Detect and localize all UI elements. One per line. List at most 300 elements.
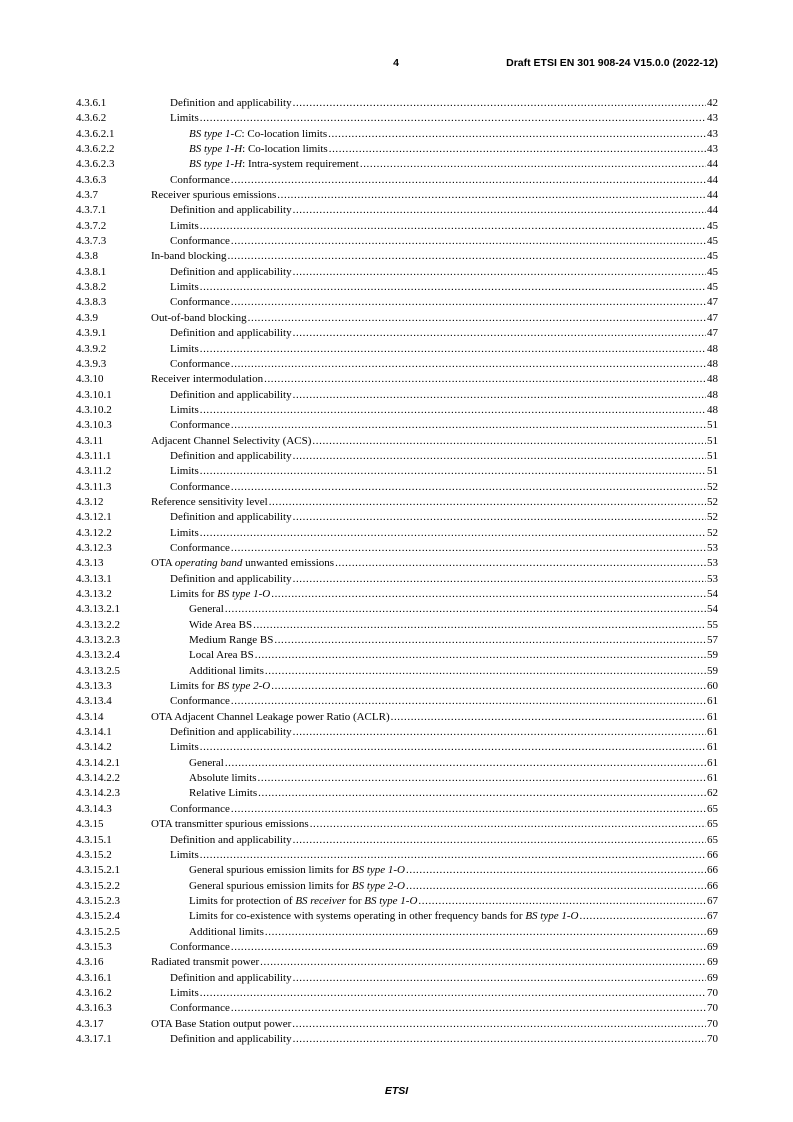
toc-entry-line	[170, 111, 718, 126]
toc-entry-page: 48	[707, 373, 718, 386]
toc-entry-line	[189, 771, 718, 786]
toc-entry-page: 61	[707, 726, 718, 739]
toc-entry[interactable]	[76, 633, 718, 648]
toc-entry-line	[170, 357, 718, 372]
toc-entry-title-part: unwanted emissions	[242, 557, 335, 570]
toc-entry-title-part: General spurious emission limits for	[189, 879, 352, 892]
toc-entry[interactable]	[76, 1032, 718, 1047]
toc-entry-page: 48	[707, 388, 718, 401]
toc-leader-dots	[200, 219, 706, 234]
toc-entry-page: 47	[707, 311, 718, 324]
toc-entry-title	[189, 771, 257, 786]
toc-entry-title	[189, 786, 257, 801]
toc-entry-line	[189, 648, 718, 663]
toc-entry[interactable]	[76, 940, 718, 955]
toc-entry-page: 66	[707, 879, 718, 892]
toc-entry-line	[170, 280, 718, 295]
toc-entry-title	[170, 541, 230, 556]
toc-entry-title	[151, 311, 247, 326]
toc-entry-title-part: Conformance	[170, 480, 230, 493]
toc-entry[interactable]	[76, 372, 718, 387]
toc-entry-number: 4.3.16.2	[76, 986, 112, 999]
toc-entry[interactable]	[76, 219, 718, 234]
toc-entry-title	[189, 664, 264, 679]
toc-entry[interactable]	[76, 802, 718, 817]
toc-entry-title-part: Definition and applicability	[170, 97, 292, 109]
toc-entry-page: 69	[707, 956, 718, 969]
toc-entry-title	[170, 740, 199, 755]
toc-leader-dots	[200, 280, 706, 295]
toc-entry-line	[151, 372, 718, 387]
toc-entry-line	[170, 265, 718, 280]
toc-entry-title-part: Limits	[170, 465, 199, 478]
toc-entry-number: 4.3.6.1	[76, 97, 107, 109]
toc-leader-dots	[200, 526, 706, 541]
toc-entry-title-part: Limits	[170, 741, 199, 754]
toc-entry-number: 4.3.10	[76, 373, 104, 386]
toc-entry[interactable]	[76, 740, 718, 755]
toc-entry-page: 66	[707, 864, 718, 877]
toc-entry-number: 4.3.14.2.1	[76, 756, 120, 769]
toc-entry-line	[170, 587, 718, 602]
toc-entry-number: 4.3.13.2.4	[76, 649, 120, 662]
toc-entry-line	[170, 388, 718, 403]
toc-entry-number: 4.3.17.1	[76, 1032, 112, 1045]
toc-entry-number: 4.3.17	[76, 1017, 104, 1030]
toc-leader-dots	[293, 96, 706, 111]
toc-entry-page: 44	[707, 158, 718, 171]
toc-entry-number: 4.3.13.1	[76, 572, 112, 585]
toc-entry[interactable]	[76, 188, 718, 203]
toc-leader-dots	[335, 556, 706, 571]
toc-leader-dots	[293, 510, 706, 525]
toc-entry[interactable]	[76, 510, 718, 525]
toc-entry-title	[151, 434, 311, 449]
footer-etsi: ETSI	[384, 1085, 409, 1097]
toc-entry-title-italic-part: BS receiver	[295, 894, 346, 907]
toc-entry-title-part: Definition and applicability	[170, 327, 292, 340]
toc-entry[interactable]	[76, 157, 718, 172]
toc-entry-title-part: Limits	[170, 848, 199, 861]
toc-entry-title	[170, 464, 199, 479]
toc-entry-page: 69	[707, 925, 718, 938]
toc-leader-dots	[312, 434, 706, 449]
toc-entry[interactable]	[76, 694, 718, 709]
toc-entry-number: 4.3.13.2.3	[76, 634, 120, 647]
toc-entry-title-part: Limits	[170, 219, 199, 232]
toc-entry-page: 44	[707, 189, 718, 202]
toc-entry-number: 4.3.8.3	[76, 296, 107, 309]
toc-entry-title	[189, 925, 264, 940]
toc-leader-dots	[391, 710, 706, 725]
toc-entry-number: 4.3.10.1	[76, 388, 112, 401]
toc-entry-title-part: Conformance	[170, 541, 230, 554]
toc-entry-title-part: Conformance	[170, 940, 230, 953]
toc-entry[interactable]	[76, 664, 718, 679]
toc-entry-page: 54	[707, 588, 718, 600]
toc-entry-page: 51	[707, 449, 718, 462]
toc-entry-number: 4.3.14.2	[76, 741, 112, 754]
toc-entry-title	[170, 326, 292, 341]
toc-entry[interactable]	[76, 1017, 718, 1032]
toc-entry-title-part: Limits	[170, 986, 199, 999]
toc-entry-title	[170, 265, 292, 280]
toc-entry[interactable]	[76, 587, 718, 602]
toc-leader-dots	[231, 940, 706, 955]
toc-entry-line	[170, 541, 718, 556]
toc-entry-number: 4.3.15	[76, 818, 104, 831]
toc-entry-page: 45	[707, 250, 718, 263]
toc-entry-number: 4.3.6.2.3	[76, 158, 115, 171]
toc-entry[interactable]	[76, 464, 718, 479]
toc-entry-title-part: Additional limits	[189, 664, 264, 677]
toc-leader-dots	[227, 249, 706, 264]
toc-entry[interactable]	[76, 449, 718, 464]
toc-entry-title-part: Definition and applicability	[170, 1032, 292, 1045]
toc-entry[interactable]	[76, 434, 718, 449]
toc-entry-number: 4.3.8.1	[76, 265, 107, 278]
toc-entry-number: 4.3.15.2.1	[76, 864, 120, 877]
toc-leader-dots	[293, 971, 706, 986]
toc-leader-dots	[292, 1017, 706, 1032]
toc-entry[interactable]	[76, 342, 718, 357]
toc-entry-line	[151, 249, 718, 264]
toc-entry[interactable]	[76, 648, 718, 663]
toc-entry-line	[151, 188, 718, 203]
toc-entry[interactable]	[76, 848, 718, 863]
toc-leader-dots	[269, 495, 706, 510]
toc-entry-page: 61	[707, 710, 718, 723]
toc-entry-number: 4.3.7.3	[76, 235, 107, 248]
toc-entry-number: 4.3.13	[76, 557, 104, 570]
toc-entry-title	[189, 863, 405, 878]
toc-leader-dots	[264, 372, 706, 387]
toc-entry-title-part: Local Area BS	[189, 649, 254, 662]
toc-entry-title	[170, 280, 199, 295]
toc-entry-title	[189, 142, 328, 157]
toc-entry-line	[170, 725, 718, 740]
toc-entry[interactable]	[76, 127, 718, 142]
toc-entry[interactable]	[76, 955, 718, 970]
toc-leader-dots	[231, 357, 706, 372]
toc-entry[interactable]	[76, 817, 718, 832]
toc-leader-dots	[231, 173, 706, 188]
toc-entry-line	[189, 618, 718, 633]
toc-entry[interactable]	[76, 756, 718, 771]
toc-entry-line	[170, 418, 718, 433]
toc-entry-title	[170, 480, 230, 495]
toc-entry-title	[170, 971, 292, 986]
toc-entry[interactable]	[76, 526, 718, 541]
toc-entry-title	[170, 295, 230, 310]
toc-entry-number: 4.3.8	[76, 250, 98, 263]
toc-entry-number: 4.3.9.1	[76, 327, 107, 340]
toc-entry-title	[170, 848, 199, 863]
toc-entry-title	[170, 510, 292, 525]
toc-entry[interactable]	[76, 480, 718, 495]
toc-entry-line	[189, 142, 718, 157]
toc-entry-page: 70	[707, 1032, 718, 1045]
toc-entry-title-part: OTA	[151, 557, 175, 570]
toc-entry[interactable]	[76, 602, 718, 617]
toc-entry-line	[189, 602, 718, 617]
toc-entry-page: 44	[707, 173, 718, 186]
toc-entry-number: 4.3.16.3	[76, 1002, 112, 1015]
toc-entry-title-part: Definition and applicability	[170, 511, 292, 524]
toc-entry-title	[170, 403, 199, 418]
toc-entry[interactable]	[76, 388, 718, 403]
toc-entry-line	[189, 664, 718, 679]
toc-leader-dots	[277, 188, 706, 203]
toc-entry-line	[189, 909, 718, 924]
toc-leader-dots	[200, 986, 706, 1001]
toc-entry-page: 44	[707, 204, 718, 217]
toc-entry-title-italic-part: BS type 1-O	[351, 864, 405, 877]
toc-entry[interactable]	[76, 541, 718, 556]
toc-entry-title-italic-part: BS type 1-O	[364, 894, 418, 907]
toc-entry[interactable]	[76, 111, 718, 126]
toc-entry[interactable]	[76, 679, 718, 694]
toc-entry-title-part: Definition and applicability	[170, 726, 292, 739]
toc-entry-page: 61	[707, 756, 718, 769]
toc-entry[interactable]	[76, 1001, 718, 1016]
toc-entry-page: 45	[707, 219, 718, 232]
toc-leader-dots	[271, 679, 706, 694]
toc-entry-title	[151, 955, 259, 970]
toc-entry-title-part: Definition and applicability	[170, 572, 292, 585]
toc-entry[interactable]	[76, 249, 718, 264]
toc-entry-line	[170, 1001, 718, 1016]
toc-entry-line	[170, 848, 718, 863]
toc-leader-dots	[418, 894, 706, 909]
toc-entry-number: 4.3.9.3	[76, 357, 107, 370]
toc-entry-title-part: Limits	[170, 112, 199, 125]
toc-entry-number: 4.3.14.2.2	[76, 772, 120, 785]
toc-leader-dots	[293, 449, 706, 464]
toc-entry[interactable]	[76, 572, 718, 587]
toc-entry-page: 59	[707, 664, 718, 677]
toc-entry-number: 4.3.11	[76, 434, 104, 447]
toc-leader-dots	[231, 1001, 706, 1016]
toc-entry-title	[170, 111, 199, 126]
toc-entry-line	[189, 157, 718, 172]
toc-entry-line	[170, 694, 718, 709]
toc-entry-number: 4.3.12	[76, 495, 104, 508]
toc-entry-title-part: : Intra-system requirement	[242, 158, 359, 171]
toc-entry[interactable]	[76, 833, 718, 848]
toc-entry-page: 52	[707, 511, 718, 524]
toc-entry[interactable]	[76, 142, 718, 157]
toc-entry-title-part: Absolute limits	[189, 772, 257, 785]
toc-entry-number: 4.3.6.3	[76, 173, 107, 186]
toc-entry-page: 53	[707, 541, 718, 554]
toc-entry-title	[189, 602, 224, 617]
toc-entry-title-part: Conformance	[170, 296, 230, 309]
toc-leader-dots	[293, 1032, 706, 1047]
toc-entry-page: 51	[707, 465, 718, 478]
toc-entry-title	[170, 1001, 230, 1016]
toc-entry-page: 61	[707, 695, 718, 708]
toc-entry[interactable]	[76, 96, 718, 111]
toc-entry-page: 69	[707, 971, 718, 984]
toc-entry-title-part: Medium Range BS	[189, 634, 274, 647]
toc-entry-title-part: In-band blocking	[151, 250, 227, 263]
toc-leader-dots	[329, 142, 706, 157]
toc-leader-dots	[231, 541, 706, 556]
toc-entry-title	[170, 986, 199, 1001]
toc-entry-title	[170, 725, 292, 740]
toc-entry-title-italic-part: BS type 1-C	[189, 127, 242, 140]
toc-entry[interactable]	[76, 556, 718, 571]
toc-entry-number: 4.3.15.2.2	[76, 879, 120, 892]
toc-entry[interactable]	[76, 311, 718, 326]
toc-entry-title	[189, 633, 273, 648]
toc-entry-page: 70	[707, 986, 718, 999]
toc-entry-line	[170, 96, 718, 111]
toc-entry-title-part: Conformance	[170, 1002, 230, 1015]
toc-entry[interactable]	[76, 418, 718, 433]
toc-entry-line	[170, 679, 718, 694]
toc-entry-title-part: Wide Area BS	[189, 618, 253, 631]
toc-entry-line	[170, 1032, 718, 1047]
toc-leader-dots	[231, 694, 706, 709]
toc-entry-number: 4.3.11.2	[76, 465, 112, 478]
toc-entry-title	[170, 234, 230, 249]
toc-entry-title-part: for	[345, 894, 365, 907]
toc-entry[interactable]	[76, 618, 718, 633]
toc-entry-title-part: OTA Adjacent Channel Leakage power Ratio (ACLR)	[151, 710, 390, 723]
toc-entry[interactable]	[76, 295, 718, 310]
toc-entry-number: 4.3.14.2.3	[76, 787, 120, 800]
toc-entry-number: 4.3.13.2	[76, 588, 112, 600]
toc-entry-line	[170, 295, 718, 310]
toc-leader-dots	[360, 157, 706, 172]
toc-entry-page: 54	[707, 603, 718, 616]
toc-entry[interactable]	[76, 971, 718, 986]
toc-entry-number: 4.3.7	[76, 189, 98, 202]
toc-entry[interactable]	[76, 879, 718, 894]
toc-entry-line	[189, 925, 718, 940]
toc-entry-title-part: Relative Limits	[189, 787, 258, 800]
toc-entry-title	[170, 449, 292, 464]
toc-entry-title-part: General spurious emission limits for	[189, 864, 352, 877]
toc-entry-number: 4.3.15.2	[76, 848, 112, 861]
toc-entry-title-part: Limits	[170, 526, 199, 539]
toc-entry-page: 57	[707, 634, 718, 647]
toc-entry-line	[189, 786, 718, 801]
toc-entry-page: 48	[707, 403, 718, 416]
toc-entry[interactable]	[76, 357, 718, 372]
toc-entry-title	[151, 495, 268, 510]
toc-entry[interactable]	[76, 986, 718, 1001]
toc-entry-line	[151, 434, 718, 449]
toc-entry[interactable]	[76, 326, 718, 341]
toc-entry-title-part: Conformance	[170, 235, 230, 248]
toc-entry-number: 4.3.13.2.5	[76, 664, 120, 677]
toc-entry[interactable]	[76, 863, 718, 878]
toc-leader-dots	[258, 771, 706, 786]
toc-entry[interactable]	[76, 925, 718, 940]
toc-entry-title-part: General	[189, 603, 224, 616]
toc-entry[interactable]	[76, 495, 718, 510]
toc-leader-dots	[579, 909, 706, 924]
toc-entry[interactable]	[76, 265, 718, 280]
toc-entry-number: 4.3.16	[76, 956, 104, 969]
toc-leader-dots	[225, 756, 706, 771]
toc-entry-line	[170, 449, 718, 464]
toc-entry-title-italic-part: BS type 1-O	[217, 588, 271, 600]
toc-entry[interactable]	[76, 909, 718, 924]
toc-entry-number: 4.3.15.3	[76, 940, 112, 953]
toc-entry-title	[151, 249, 226, 264]
toc-entry-page: 45	[707, 265, 718, 278]
toc-entry[interactable]	[76, 203, 718, 218]
toc-entry-line	[151, 495, 718, 510]
toc-entry[interactable]	[76, 894, 718, 909]
toc-entry-title	[151, 710, 390, 725]
toc-entry-title	[151, 372, 263, 387]
toc-leader-dots	[293, 725, 706, 740]
toc-entry[interactable]	[76, 173, 718, 188]
toc-entry[interactable]	[76, 403, 718, 418]
toc-entry-title	[170, 203, 292, 218]
toc-entry-line	[170, 403, 718, 418]
toc-entry[interactable]	[76, 280, 718, 295]
toc-entry-title	[170, 173, 230, 188]
toc-entry-title-italic-part: BS type 1-O	[525, 910, 579, 923]
toc-entry-page: 52	[707, 526, 718, 539]
toc-entry[interactable]	[76, 725, 718, 740]
toc-entry-number: 4.3.14.1	[76, 726, 112, 739]
toc-entry-line	[189, 127, 718, 142]
toc-leader-dots	[231, 802, 706, 817]
toc-entry-title-part: Limits	[170, 281, 199, 294]
toc-entry-number: 4.3.12.1	[76, 511, 112, 524]
toc-entry-title-part: Definition and applicability	[170, 971, 292, 984]
toc-leader-dots	[231, 234, 706, 249]
toc-leader-dots	[328, 127, 706, 142]
toc-entry-number: 4.3.15.2.5	[76, 925, 120, 938]
toc-entry-line	[151, 311, 718, 326]
toc-entry-page: 67	[707, 894, 718, 907]
toc-entry-title	[151, 1017, 291, 1032]
toc-entry[interactable]	[76, 786, 718, 801]
toc-entry[interactable]	[76, 710, 718, 725]
toc-entry[interactable]	[76, 234, 718, 249]
toc-leader-dots	[200, 111, 706, 126]
toc-entry-line	[170, 510, 718, 525]
toc-entry[interactable]	[76, 771, 718, 786]
toc-entry-number: 4.3.14	[76, 710, 104, 723]
toc-entry-title-part: Radiated transmit power	[151, 956, 260, 969]
toc-entry-number: 4.3.11.1	[76, 449, 112, 462]
toc-leader-dots	[310, 817, 706, 832]
toc-entry-line	[170, 173, 718, 188]
toc-entry-page: 55	[707, 618, 718, 631]
toc-leader-dots	[248, 311, 706, 326]
toc-entry-title	[170, 587, 270, 602]
toc-entry-line	[170, 464, 718, 479]
toc-leader-dots	[231, 295, 706, 310]
toc-entry-page: 48	[707, 342, 718, 355]
toc-entry-line	[170, 219, 718, 234]
toc-entry-title-part: Conformance	[170, 695, 230, 708]
toc-entry-page: 61	[707, 741, 718, 754]
toc-entry-title	[189, 909, 578, 924]
toc-entry-title-italic-part: BS type 1-H	[189, 143, 243, 156]
toc-entry-page: 61	[707, 772, 718, 785]
toc-entry-line	[170, 971, 718, 986]
